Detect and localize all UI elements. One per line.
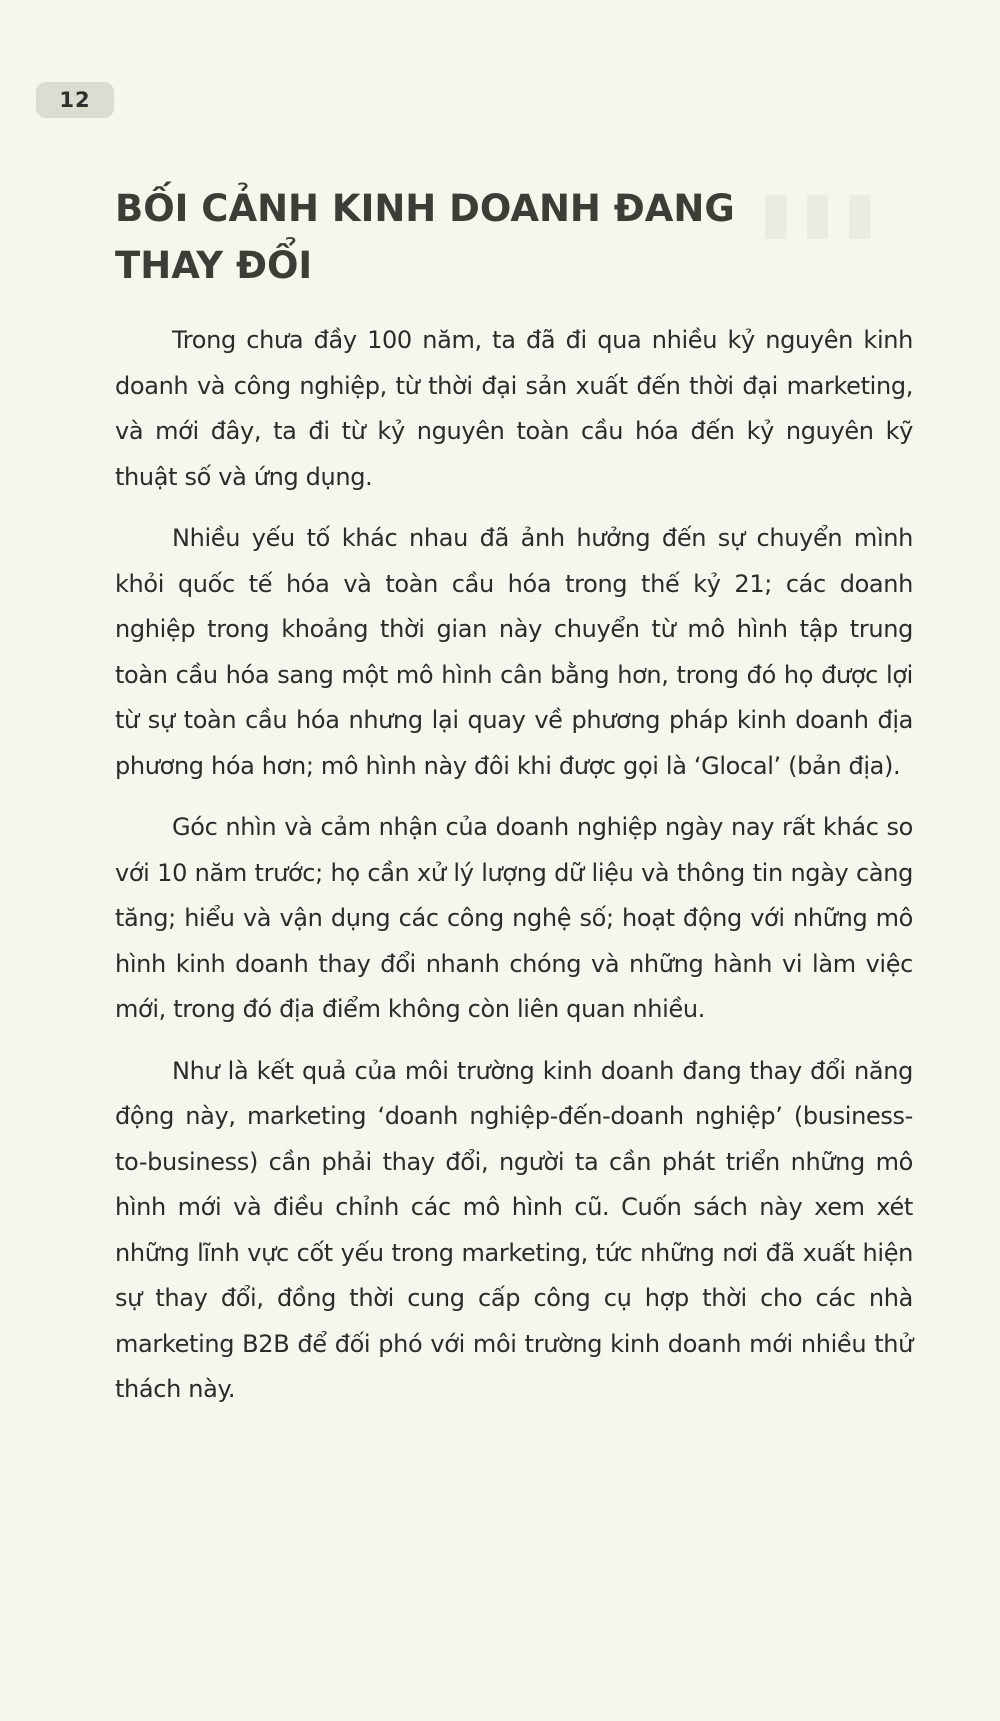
paragraph-2: Nhiều yếu tố khác nhau đã ảnh hưởng đến sự chuyển mình khỏi quốc tế hóa và toàn cầu hóa trong thế kỷ 21; các doanh nghiệp trong khoảng thời gian này chuyển từ mô hình tập trung toàn cầu hóa sang một mô hình cân bằng hơn, trong đó họ được lợi từ sự toàn cầu hóa nhưng lại quay về phương pháp kinh doanh địa phương hóa hơn; mô hình này đôi khi được gọi là ‘Glocal’ (bản địa).	[115, 524, 913, 780]
paragraph-3: Góc nhìn và cảm nhận của doanh nghiệp ngày nay rất khác so với 10 năm trước; họ cần xử lý lượng dữ liệu và thông tin ngày càng tăng; hiểu và vận dụng các công nghệ số; hoạt động với những mô hình kinh doanh thay đổi nhanh chóng và những hành vi làm việc mới, trong đó địa điểm không còn liên quan nhiều.	[115, 813, 913, 1023]
page-number-badge: 12	[36, 82, 114, 118]
watermark-glyphs: ▮▮▮	[760, 178, 886, 246]
paragraph-1: Trong chưa đầy 100 năm, ta đã đi qua nhiều kỷ nguyên kinh doanh và công nghiệp, từ thời đại sản xuất đến thời đại marketing, và mới đây, ta đi từ kỷ nguyên toàn cầu hóa đến kỷ nguyên kỹ thuật số và ứng dụng.	[115, 326, 913, 491]
chapter-title	[115, 180, 895, 294]
chapter-title-line-1: BỐI CẢNH KINH DOANH ĐANG	[115, 187, 735, 230]
chapter-title-line-2: THAY ĐỔI	[115, 244, 313, 287]
body-text	[115, 318, 913, 1429]
paragraph-4: Như là kết quả của môi trường kinh doanh đang thay đổi năng động này, marketing ‘doanh nghiệp-đến-doanh nghiệp’ (business-to-business) cần phải thay đổi, người ta cần phát triển những mô hình mới và điều chỉnh các mô hình cũ. Cuốn sách này xem xét những lĩnh vực cốt yếu trong marketing, tức những nơi đã xuất hiện sự thay đổi, đồng thời cung cấp công cụ hợp thời cho các nhà marketing B2B để đối phó với môi trường kinh doanh mới nhiều thử thách này.	[115, 1056, 913, 1403]
